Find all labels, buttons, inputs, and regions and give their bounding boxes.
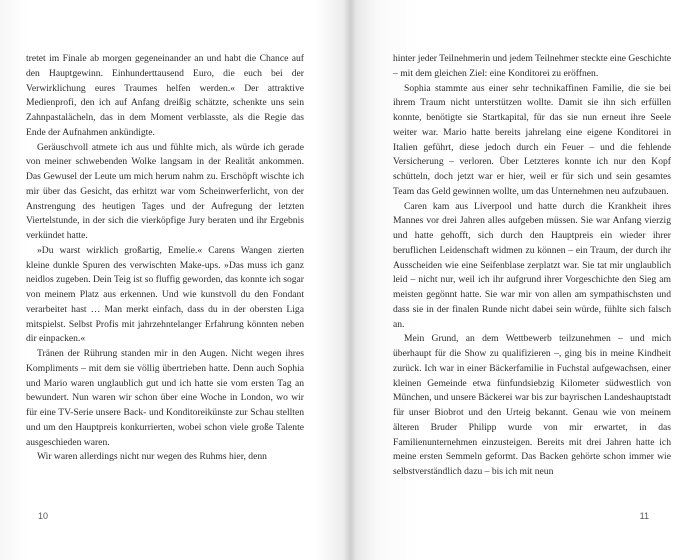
paragraph: Geräuschvoll atmete ich aus und fühlte mich, als würde ich gerade von meiner schwebenden Wolke langsam in der Realität ankommen. Das Gewusel der Leute um mich herum nahm zu. Erschöpft wischte ich mir über das Gesicht, das erhitzt war vom Scheinwerferlicht, von der Anstrengung des heutigen Tages und der Aufregung der letzten Viertelstunde, in der sich die vierköpfige Jury beraten und ihr Ergebnis verkündet hatte. [26,141,304,241]
left-page-text [26,52,304,465]
paragraph: hinter jeder Teilnehmerin und jedem Teilnehmer steckte eine Geschichte – mit dem gleichen Ziel: eine Konditorei zu eröffnen. [393,53,672,79]
paragraph: Mein Grund, an dem Wettbewerb teilzunehmen – und mich überhaupt für die Show zu qualifizieren –, ging bis in meine Kindheit zurück. Ich war in einer Bäckerfamilie in Fuchstal aufgewachsen, einer kleinen Gemeinde etwa fünfundsiebzig Kilometer südwestlich von München, und unsere Bäckerei war bis zur bayrischen Landeshauptstadt für unser Biobrot und den Urteig bekannt. Genau wie von meinem älteren Bruder Philipp wurde von mir erwartet, in das Familienunternehmen einzusteigen. Bereits mit drei Jahren hatte ich meine ersten Semmeln geformt. Das Backen gehörte schon immer wie selbstverständlich dazu – bis ich mit neun [393,333,671,477]
right-page-text [393,52,671,480]
page-number: 11 [639,511,649,521]
paragraph: Wir waren allerdings nicht nur wegen des Ruhms hier, denn [37,451,267,463]
paragraph: tretet im Finale ab morgen gegeneinander an und habt die Chance auf den Hauptgewinn. Einhunderttausend Euro, die euch bei der Verwirklichung eures Traumes helfen werden.« Der attraktive Medienprofi, den ich auf Anfang dreißig schätzte, schenkte uns sein Zahnpastalächeln, das in dem Moment verblasste, als die Regie das Ende der Aufnahmen ankündigte. [26,53,304,138]
paragraph: »Du warst wirklich großartig, Emelie.« Carens Wangen zierten kleine dunkle Spuren des verwischten Make-ups. »Das muss ich ganz neidlos zugeben. Dein Teig ist so fluffig geworden, das konnte ich sogar von meinem Platz aus erkennen. Und wie kunstvoll du den Fondant verarbeitet hast … Man merkt einfach, dass du in der obersten Liga mitspielst. Selbst Profis mit jahrzehntelanger Erfahrung könnten neben dir einpacken.« [26,244,304,345]
paragraph: Caren kam aus Liverpool und hatte durch die Krankheit ihres Mannes vor drei Jahren alles aufgeben müssen. Sie war Anfang vierzig und hatte gehofft, sich durch den Hauptpreis ein wieder ihrer beruflichen Leidenschaft widmen zu können – ein Traum, der durch ihr Ausscheiden wie eine Seifenblase zerplatzt war. Sie tat mir unglaublich leid – nicht nur, weil ich ihr aufgrund ihrer Vorgeschichte den Sieg am meisten gegönnt hatte. Sie war mir von allen am sympathischsten und dass sie in der finalen Runde nicht dabei sein würde, fühlte sich falsch an. [393,200,671,330]
paragraph: Tränen der Rührung standen mir in den Augen. Nicht wegen ihres Kompliments – mit dem sie völlig übertrieben hatte. Denn auch Sophia und Mario waren unglaublich gut und ich hatte sie vom ersten Tag an bewundert. Nun waren wir schon über eine Woche in London, wo wir für eine TV-Serie unsere Back- und Konditoreikünste zur Schau stellten und um den Hauptpreis konkurrierten, wobei schon viele große Talente ausgeschieden waren. [26,348,304,448]
right-page [350,0,700,560]
paragraph: Sophia stammte aus einer sehr technikaffinen Familie, die sie bei ihrem Traum nicht unterstützen wollte. Damit sie ihn sich erfüllen konnte, benötigte sie Startkapital, für das sie nun erneut ihre Seele weiter war. Mario hatte bereits jahrelang eine eigene Konditorei in Italien geführt, diese jedoch durch ein Feuer – und die fehlende Versicherung – verloren. Über Letzteres konnte ich nur den Kopf schütteln, doch jetzt war er hier, weil er für sich und sein gesamtes Team das Geld gewinnen wollte, um das Unternehmen neu aufzubauen. [393,82,671,197]
page-number: 10 [38,511,49,521]
